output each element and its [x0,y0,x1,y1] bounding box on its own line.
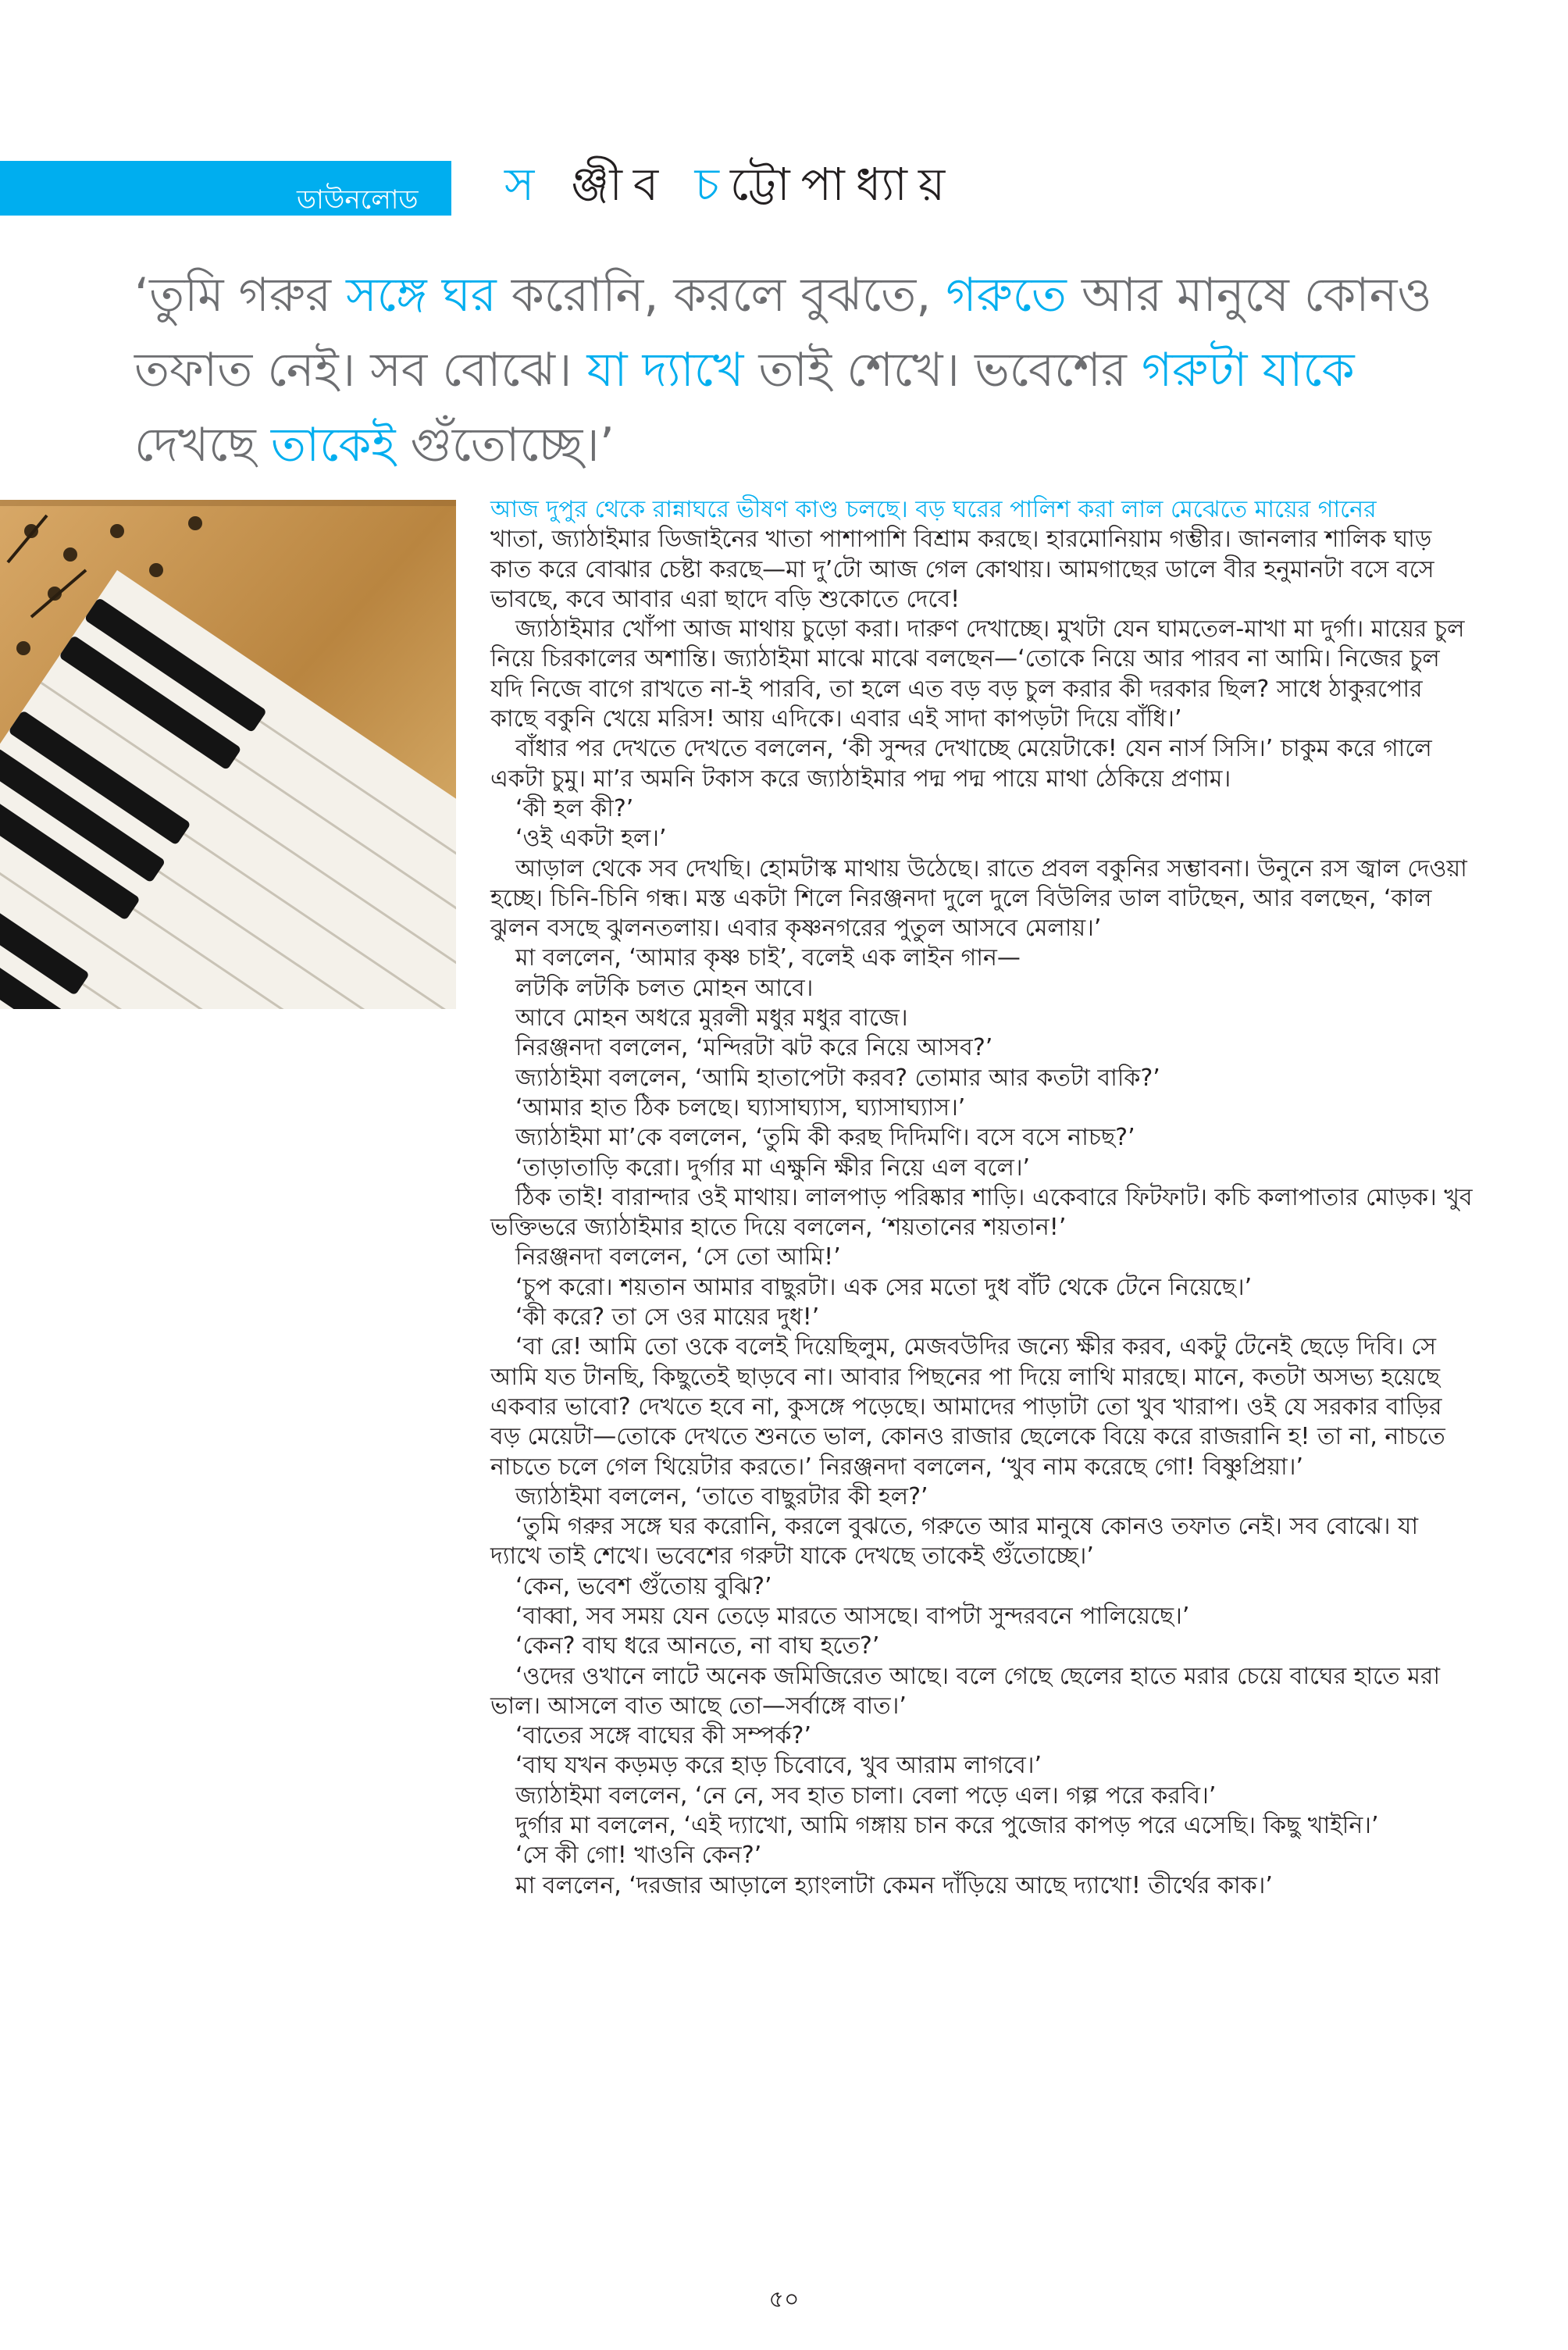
article-paragraph: দুর্গার মা বললেন, ‘এই দ্যাখো, আমি গঙ্গায় চান করে পুজোর কাপড় পরে এসেছি। কিছু খাইনি।’ [515,1812,1379,1840]
lead-text: আজ দুপুর থেকে রান্নাঘরে ভীষণ কাণ্ড চলছে। বড় ঘরের পালিশ করা লাল মেঝেতে মায়ের গানের [490,496,1377,523]
page-number: ৫০ [768,2286,800,2313]
article-paragraph: জ্যাঠাইমার খোঁপা আজ মাথায় চুড়ো করা। দারুণ দেখাচ্ছে। মুখটা যেন ঘামতেল-মাখা মা দুর্গা। মায়ের চুল নিয়ে চিরকালের অশান্তি। জ্যাঠাইমা মাঝে মাঝে বলছেন—‘তোকে নিয়ে আর পারব না আমি। নিজের চুল যদি নিজে বাগে রাখতে না-ই পারবি, তা হলে এত বড় বড় চুল করার কী দরকার ছিল? সাধে ঠাকুরপোর কাছে বকুনি খেয়ে মরিস! আয় এদিকে। এবার এই সাদা কাপড়টা দিয়ে বাঁধি।’ [490,615,1465,733]
article-paragraph: ‘ওদের ওখানে লাটে অনেক জমিজিরেত আছে। বলে গেছে ছেলের হাতে মরার চেয়ে বাঘের হাতে মরা ভাল। আসলে বাত আছে তো—সর্বাঙ্গে বাত।’ [490,1662,1441,1720]
article-body [490,495,1476,1901]
article-paragraph: ‘কেন, ভবেশ গুঁতোয় বুঝি?’ [515,1572,772,1600]
pull-quote-segment: তাকেই [270,418,396,472]
article-paragraph: খাতা, জ্যাঠাইমার ডিজাইনের খাতা পাশাপাশি বিশ্রাম করছে। হারমোনিয়াম গম্ভীর। জানলার শালিক ঘাড় কাত করে বোঝার চেষ্টা করছে—মা দু’টো আজ গেল কোথায়। আমগাছের ডালে বীর হনুমানটা বসে বসে ভাবছে, কবে আবার এরা ছাদে বড়ি শুকোতে দেবে! [490,526,1434,613]
article-paragraph: জ্যাঠাইমা বললেন, ‘তাতে বাছুরটার কী হল?’ [515,1482,928,1510]
article-paragraph: আবে মোহন অধরে মুরলী মধুর মধুর বাজে। [515,1004,908,1032]
pull-quote-segment: গুঁতোচ্ছে।’ [395,418,615,472]
article-paragraph: ‘বাঘ যখন কড়মড় করে হাড় চিবোবে, খুব আরাম লাগবে।’ [515,1752,1042,1780]
article-paragraph: মা বললেন, ‘আমার কৃষ্ণ চাই’, বলেই এক লাইন গান— [515,944,1021,972]
article-paragraph: ‘বা রে! আমি তো ওকে বলেই দিয়েছিলুম, মেজবউদির জন্যে ক্ষীর করব, একটু টেনেই ছেড়ে দিবি। সে আমি যত টানছি, কিছুতেই ছাড়বে না। আবার পিছনের পা দিয়ে লাথি মারছে। মানে, কতটা অসভ্য হয়েছে একবার ভাবো? দেখতে হবে না, কুসঙ্গে পড়েছে। আমাদের পাড়াটা তো খুব খারাপ। ওই যে সরকার বাড়ির বড় মেয়েটা—তোকে দেখতে শুনতে ভাল, কোনও রাজার ছেলেকে বিয়ে করে রাজরানি হ! তা না, নাচতে নাচতে চলে গেল থিয়েটার করতে।’ নিরঞ্জনদা বললেন, ‘খুব নাম করেছে গো! বিষ্ণুপ্রিয়া।’ [490,1333,1445,1481]
author-name [504,150,956,226]
article-paragraph: নিরঞ্জনদা বললেন, ‘সে তো আমি!’ [515,1243,841,1271]
article-paragraph: মা বললেন, ‘দরজার আড়ালে হ্যাংলাটা কেমন দাঁড়িয়ে আছে দ্যাখো! তীর্থের কাক।’ [515,1871,1273,1899]
article-paragraph: ‘ওই একটা হল।’ [515,825,667,853]
article-paragraph: নিরঞ্জনদা বললেন, ‘মন্দিরটা ঝট করে নিয়ে আসব?’ [515,1034,993,1062]
author-part: ট্টোপাধ্যায় [729,158,957,211]
article-paragraph: ‘কী করে? তা সে ওর মায়ের দুধ!’ [515,1303,820,1332]
article-paragraph: ‘সে কী গো! খাওনি কেন?’ [515,1842,762,1870]
article-paragraph: ‘আমার হাত ঠিক চলছে। ঘ্যাসাঘ্যাস, ঘ্যাসাঘ্যাস।’ [515,1093,966,1122]
author-part: চ [694,158,730,211]
author-part: ঞ্জীব [570,158,670,211]
pull-quote-segment: গরুতে [946,268,1067,323]
article-paragraph: জ্যাঠাইমা বললেন, ‘আমি হাতাপেটা করব? তোমার আর কতটা বাকি?’ [515,1064,1160,1092]
article-paragraph: লটকি লটকি চলত মোহন আবে। [515,974,814,1002]
author-part: স [504,158,546,211]
article-paragraph: ‘বাতের সঙ্গে বাঘের কী সম্পর্ক?’ [515,1722,811,1750]
pull-quote-segment: আর মানুষে কোনও তফাত নেই। সব বোঝে। [134,268,1432,398]
article-paragraph: ‘কেন? বাঘ ধরে আনতে, না বাঘ হতে?’ [515,1632,880,1660]
section-label: ডাউনলোড [297,184,419,216]
article-paragraph: ‘বাব্বা, সব সময় যেন তেড়ে মারতে আসছে। বাপটা সুন্দরবনে পালিয়েছে।’ [515,1602,1190,1630]
pull-quote-segment: ‘তুমি গরুর [134,268,347,323]
pull-quote-segment: তাই শেখে। ভবেশের [743,343,1142,398]
article-paragraph: ‘চুপ করো। শয়তান আমার বাছুরটা। এক সের মতো দুধ বাঁট থেকে টেনে নিয়েছে।’ [515,1273,1253,1301]
article-paragraph: ঠিক তাই! বারান্দার ওই মাথায়। লালপাড় পরিষ্কার শাড়ি। একেবারে ফিটফাট। কচি কলাপাতার মোড়ক। খুব ভক্তিভরে জ্যাঠাইমার হাতে দিয়ে বললেন, ‘শয়তানের শয়তান!’ [490,1183,1473,1242]
article-paragraph: ‘কী হল কী?’ [515,794,634,822]
pull-quote-segment: গরুটা যাকে [1141,343,1355,398]
pull-quote-segment: করোনি, করলে বুঝতে, [496,268,946,323]
article-lead-line [490,495,1476,525]
pull-quote-segment: দেখছে [134,418,271,472]
article-paragraph: ‘তাড়াতাড়ি করো। দুর্গার মা এক্ষুনি ক্ষীর নিয়ে এল বলে।’ [515,1154,1031,1182]
pull-quote-segment: যা দ্যাখে [586,343,744,398]
article-paragraph: জ্যাঠাইমা বললেন, ‘নে নে, সব হাত চালা। বেলা পড়ে এল। গল্প পরে করবি।’ [515,1781,1217,1810]
pull-quote [134,258,1462,483]
article-paragraph: জ্যাঠাইমা মা’কে বললেন, ‘তুমি কী করছ দিদিমণি। বসে বসে নাচছ?’ [515,1124,1135,1152]
article-paragraph: বাঁধার পর দেখতে দেখতে বললেন, ‘কী সুন্দর দেখাচ্ছে মেয়েটাকে! যেন নার্স সিসি।’ চাকুম করে গালে একটা চুমু। মা’র অমনি টকাস করে জ্যাঠাইমার পদ্ম পদ্ম পায়ে মাথা ঠেকিয়ে প্রণাম। [490,735,1432,793]
article-paragraphs [490,525,1476,1901]
harmonium-illustration [0,500,456,1009]
pull-quote-segment: সঙ্গে ঘর [346,268,497,323]
article-paragraph: ‘তুমি গরুর সঙ্গে ঘর করোনি, করলে বুঝতে, গরুতে আর মানুষে কোনও তফাত নেই। সব বোঝে। যা দ্যাখে তাই শেখে। ভবেশের গরুটা যাকে দেখছে তাকেই গুঁতোচ্ছে।’ [490,1513,1419,1571]
harmonium-photo [0,500,456,1009]
article-paragraph: আড়াল থেকে সব দেখছি। হোমটাস্ক মাথায় উঠেছে। রাতে প্রবল বকুনির সম্ভাবনা। উনুনে রস জ্বাল দেওয়া হচ্ছে। চিনি-চিনি গন্ধ। মস্ত একটা শিলে নিরঞ্জনদা দুলে দুলে বিউলির ডাল বাটছেন, আর বলছেন, ‘কাল ঝুলন বসছে ঝুলনতলায়। এবার কৃষ্ণনগরের পুতুল আসবে মেলায়।’ [490,854,1467,943]
